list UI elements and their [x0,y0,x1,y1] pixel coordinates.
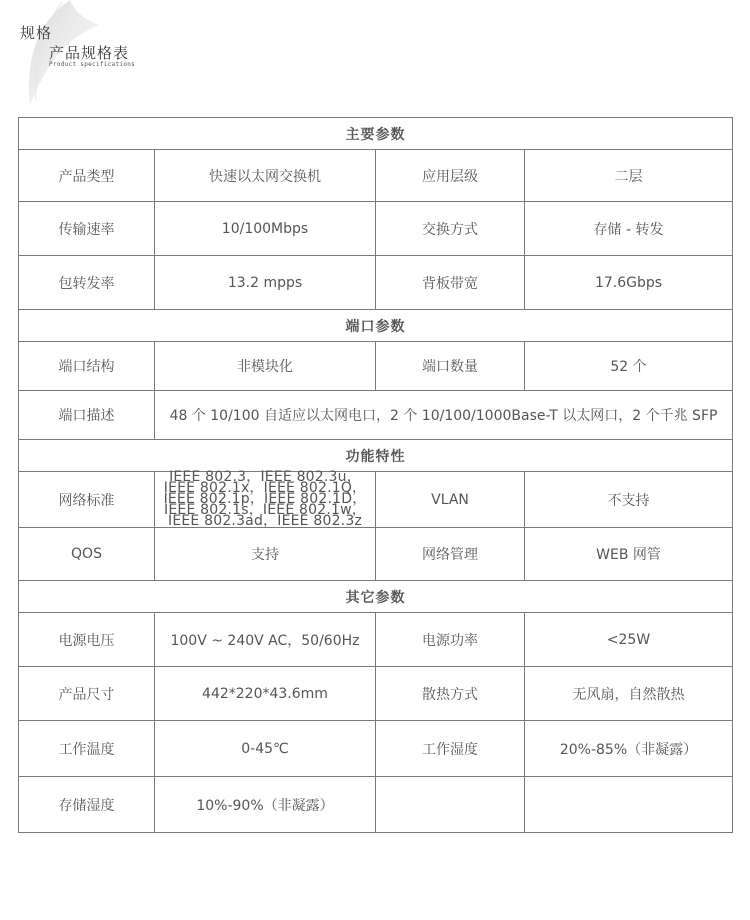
row-label: 背板带宽 [376,256,525,310]
row-value: WEB 网管 [525,528,733,581]
row-label: 端口描述 [19,391,155,440]
row-label: 存储湿度 [19,777,155,833]
table-row [19,256,733,310]
row-label: 网络标准 [19,472,155,528]
header-title-english: Product specifications [49,61,136,68]
row-value: 快速以太网交换机 [155,150,376,202]
row-label: 应用层级 [376,150,525,202]
section-title-port: 端口参数 [19,310,733,342]
empty-cell [376,777,525,833]
row-value: 存储 - 转发 [525,202,733,256]
table-row [19,391,733,440]
row-label: 产品类型 [19,150,155,202]
row-label: 传输速率 [19,202,155,256]
row-label: 工作温度 [19,721,155,777]
row-label: 工作湿度 [376,721,525,777]
row-value: 10/100Mbps [155,202,376,256]
table-row [19,721,733,777]
table-row [19,150,733,202]
row-label: 端口结构 [19,342,155,391]
row-value: 48 个 10/100 自适应以太网电口，2 个 10/100/1000Base-T 以太网口，2 个千兆 SFP [155,391,733,440]
row-value: 支持 [155,528,376,581]
row-label: 产品尺寸 [19,667,155,721]
table-row [19,777,733,833]
row-value: 二层 [525,150,733,202]
row-label: 包转发率 [19,256,155,310]
row-value: 442*220*43.6mm [155,667,376,721]
row-value: 52 个 [525,342,733,391]
section-title-other: 其它参数 [19,581,733,613]
empty-cell [525,777,733,833]
row-label: 电源电压 [19,613,155,667]
section-row [19,310,733,342]
row-label: QOS [19,528,155,581]
table-row [19,472,733,528]
table-row [19,528,733,581]
table-row [19,202,733,256]
row-label: 散热方式 [376,667,525,721]
row-value: <25W [525,613,733,667]
row-value: 20%-85%（非凝露） [525,721,733,777]
row-value: 100V ~ 240V AC，50/60Hz [155,613,376,667]
section-row [19,118,733,150]
row-value: 非模块化 [155,342,376,391]
table-row [19,667,733,721]
table-row [19,613,733,667]
row-label: VLAN [376,472,525,528]
header-title: 产品规格表 [49,44,130,62]
section-title-feature: 功能特性 [19,440,733,472]
table-row [19,342,733,391]
spec-header [0,0,200,110]
section-row [19,581,733,613]
row-label: 电源功率 [376,613,525,667]
row-value: 17.6Gbps [525,256,733,310]
row-value: IEEE 802.3，IEEE 802.3u，IEEE 802.1x，IEEE 802.1Q，IEEE 802.1p，IEEE 802.1D，IEEE 802.1s，IEEE 802.1w，IEEE 802.3ad，IEEE 802.3z [155,472,376,528]
row-value: 不支持 [525,472,733,528]
section-row [19,440,733,472]
row-value: 13.2 mpps [155,256,376,310]
spec-table [18,117,733,833]
section-title-main: 主要参数 [19,118,733,150]
row-label: 端口数量 [376,342,525,391]
row-label: 网络管理 [376,528,525,581]
row-label: 交换方式 [376,202,525,256]
header-subtitle: 规格 [20,24,53,42]
row-value: 无风扇，自然散热 [525,667,733,721]
row-value: 0-45℃ [155,721,376,777]
row-value: 10%-90%（非凝露） [155,777,376,833]
